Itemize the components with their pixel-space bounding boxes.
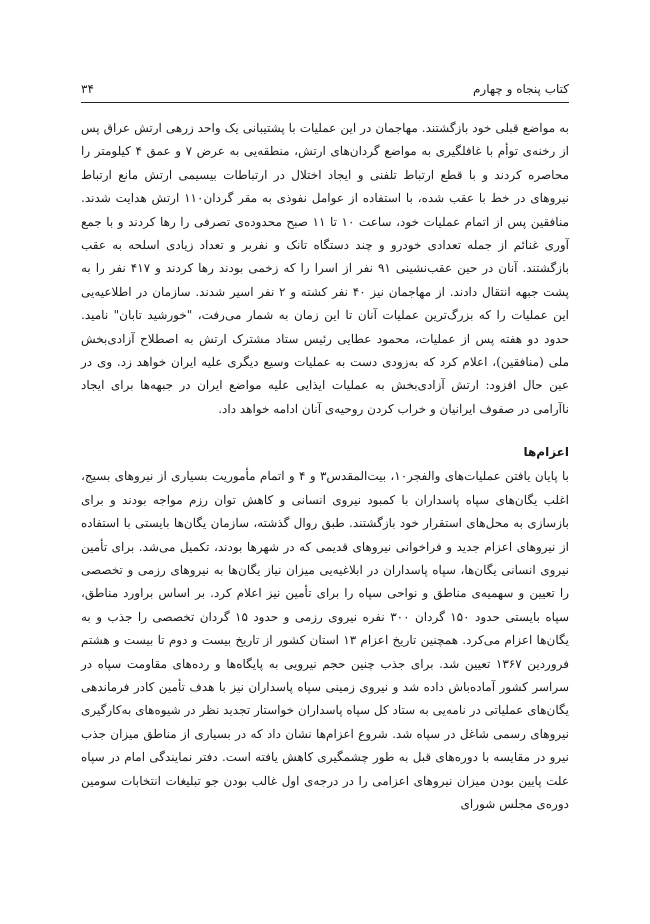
page-body — [81, 117, 569, 816]
book-title: کتاب پنجاه و چهارم — [472, 82, 569, 96]
paragraph-dispatches: با پایان یافتن عملیات‌های والفجر۱۰، بیت‌المقدس۳ و ۴ و اتمام مأموریت بسیاری از نیروهای بسیج، اغلب یگان‌های سپاه پاسداران با کمبود نیروی انسانی و کاهش توان رزم مواجه بودند و برای بازسازی به محل‌های استقرار خود بازگشتند. طبق روال گذشته، سازمان یگان‌ها بایستی با استفاده از نیروهای اعزام جدید و فراخوانی نیروهای قدیمی که در شهرها بودند، تکمیل می‌شد. برای تأمین نیروی انسانی یگان‌ها، سپاه پاسداران در ابلاغیه‌یی میزان نیاز یگان‌ها به نیروهای رزمی و تخصصی را تعیین و سهمیه‌ی مناطق و نواحی سپاه را برای تأمین نیز اعلام کرد. بر اساس براورد مناطق، سپاه بایستی حدود ۱۵۰ گردان ۳۰۰ نفره نیروی رزمی و حدود ۱۵ گردان تخصصی را جذب و به یگان‌ها اعزام می‌کرد. همچنین تاریخ اعزام ۱۳ استان کشور از تاریخ بیست و دوم تا بیست و هشتم فروردین ۱۳۶۷ تعیین شد. برای جذب چنین حجم نیرویی به پایگاه‌ها و رده‌های مقاومت سپاه در سراسر کشور آماده‌باش داده شد و نیروی زمینی سپاه پاسداران نیز با هدف تأمین کادر فرماندهی یگان‌های عملیاتی در نامه‌یی به ستاد کل سپاه پاسداران خواستار تجدید نظر در شیوه‌های به‌کارگیری نیروهای رسمی شاغل در سپاه شد. شروع اعزام‌ها نشان داد که در بسیاری از مناطق میزان جذب نیرو در مقایسه با دوره‌های قبل به طور چشمگیری کاهش یافته است. دفتر نمایندگی امام در سپاه علت پایین بودن میزان نیروهای اعزامی را در درجه‌ی اول غالب بودن جو تبلیغات انتخابات سومین دوره‌ی مجلس شورای — [81, 469, 569, 811]
page-number: ۳۴ — [81, 82, 94, 96]
running-header — [81, 80, 569, 100]
header-rule — [81, 102, 569, 103]
paragraph-operation: به مواضع قبلی خود بازگشتند. مهاجمان در این عملیات با پشتیبانی یک واحد زرهی ارتش عراق پس از رخنه‌ی توأم با غافلگیری به مواضع گردان‌های ارتش، منطقه‌یی به عرض ۷ و عمق ۴ کیلومتر را محاصره کردند و با قطع ارتباط تلفنی و ایجاد اختلال در ارتباطات بیسیمی ارتش مانع ارتباط نیروهای در خط با عقب شده، با استفاده از عوامل نفوذی به مقر گردان۱۱۰ ارتش هدایت شدند. منافقین پس از اتمام عملیات خود، ساعت ۱۰ تا ۱۱ صبح محدوده‌ی تصرفی را رها کردند و با جمع آوری غنائم از جمله تعدادی خودرو و چند دستگاه تانک و نفربر و تعداد زیادی اسلحه به عقب بازگشتند. آنان در حین عقب‌نشینی ۹۱ نفر از اسرا را که زخمی بودند رها کردند و ۴۱۷ نفر را به پشت جبهه انتقال دادند. از مهاجمان نیز ۴۰ نفر کشته و ۲ نفر اسیر شدند. سازمان در اطلاعیه‌یی این عملیات را که بزرگ‌ترین عملیات آنان تا این زمان به شمار می‌رفت، "خورشید تابان" نامید. حدود دو هفته پس از عملیات، محمود عطایی رئیس ستاد مشترک ارتش به اصطلاح آزادی‌بخش ملی (منافقین)، اعلام کرد که به‌زودی دست به عملیات وسیع دیگری علیه ایران خواهد زد. وی در عین حال افزود: ارتش آزادی‌بخش به عملیات ایذایی علیه مواضع ایران در جبهه‌ها برای ایجاد ناآرامی در صفوف ایرانیان و خراب کردن روحیه‌ی آنان ادامه خواهد داد. — [81, 121, 570, 416]
section-heading: اعزام‌ها — [523, 445, 569, 460]
